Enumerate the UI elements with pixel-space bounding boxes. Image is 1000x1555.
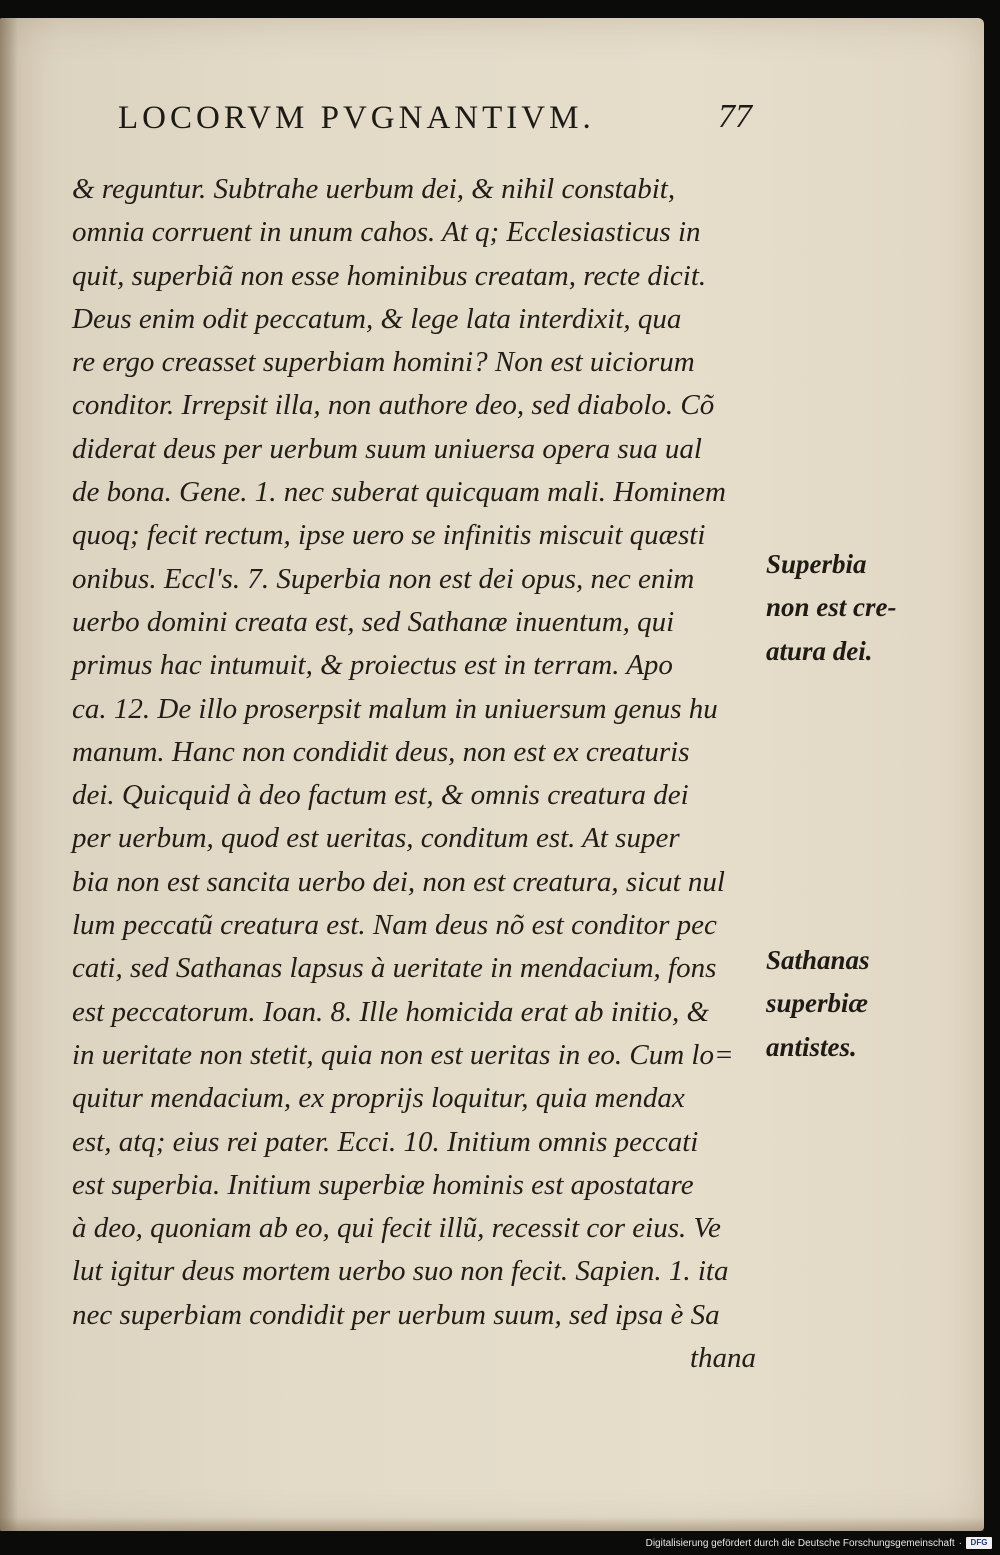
digitization-credit bbox=[646, 1535, 992, 1551]
body-text bbox=[72, 168, 772, 1380]
catchword: thana bbox=[689, 1342, 756, 1375]
text-line: bia non est sancita uerbo dei, non est creatura, sicut nul bbox=[72, 865, 725, 898]
text-line: onibus. Eccl's. 7. Superbia non est dei opus, nec enim bbox=[72, 562, 695, 595]
text-line: est peccatorum. Ioan. 8. Ille homicida erat ab initio, & bbox=[72, 995, 710, 1028]
text-line: omnia corruent in unum cahos. At q; Ecclesiasticus in bbox=[72, 216, 701, 249]
text-line: re ergo creasset superbiam homini? Non est uiciorum bbox=[72, 346, 695, 379]
margin-note-line: atura dei. bbox=[766, 635, 873, 666]
text-line: in ueritate non stetit, quia non est ueritas in eo. Cum lo= bbox=[72, 1038, 734, 1071]
text-line: est superbia. Initium superbiæ hominis est apostatare bbox=[72, 1168, 694, 1201]
text-line: quoq; fecit rectum, ipse uero se infinitis miscuit quæsti bbox=[72, 519, 706, 552]
text-line: quit, superbiã non esse hominibus creatam, recte dicit. bbox=[72, 259, 707, 292]
margin-note-line: non est cre- bbox=[766, 592, 897, 623]
dfg-logo-icon: DFG bbox=[966, 1537, 992, 1549]
text-line: ca. 12. De illo proserpsit malum in uniuersum genus hu bbox=[72, 692, 718, 725]
text-line: lut igitur deus mortem uerbo suo non fecit. Sapien. 1. ita bbox=[72, 1255, 729, 1288]
text-line: Deus enim odit peccatum, & lege lata interdixit, qua bbox=[72, 302, 682, 335]
text-line: nec superbiam condidit per uerbum suum, sed ipsa è Sa bbox=[72, 1298, 720, 1331]
text-line: de bona. Gene. 1. nec suberat quicquam mali. Hominem bbox=[72, 476, 726, 509]
text-line: lum peccatũ creatura est. Nam deus nõ est conditor pec bbox=[72, 909, 717, 942]
margin-note-line: Sathanas bbox=[766, 945, 870, 975]
separator: · bbox=[958, 1537, 962, 1549]
text-line: cati, sed Sathanas lapsus à ueritate in mendacium, fons bbox=[72, 952, 717, 985]
margin-note-line: antistes. bbox=[766, 1031, 857, 1062]
text-line: manum. Hanc non condidit deus, non est ex creaturis bbox=[72, 735, 690, 768]
page-edge bbox=[0, 1517, 984, 1531]
margin-note bbox=[766, 939, 916, 1069]
text-line: & reguntur. Subtrahe uerbum dei, & nihil constabit, bbox=[72, 173, 676, 205]
margin-note bbox=[766, 543, 916, 673]
credit-text: Digitalisierung gefördert durch die Deutsche Forschungsgemeinschaft bbox=[645, 1537, 955, 1549]
text-line: diderat deus per uerbum suum uniuersa opera sua ual bbox=[72, 432, 702, 465]
text-line: per uerbum, quod est ueritas, conditum est. At super bbox=[72, 822, 680, 855]
text-line: uerbo domini creata est, sed Sathanæ inuentum, qui bbox=[72, 605, 675, 638]
page-number: 77 bbox=[718, 98, 752, 135]
margin-note-line: Superbia bbox=[766, 549, 867, 579]
text-line: quitur mendacium, ex proprijs loquitur, quia mendax bbox=[72, 1082, 685, 1115]
spine-shadow bbox=[0, 18, 18, 1531]
text-line: est, atq; eius rei pater. Ecci. 10. Initium omnis peccati bbox=[72, 1125, 699, 1158]
running-head: LOCORVM PVGNANTIVM. bbox=[118, 100, 595, 136]
margin-note-line: superbiæ bbox=[766, 988, 869, 1019]
text-line: à deo, quoniam ab eo, qui fecit illũ, recessit cor eius. Ve bbox=[72, 1212, 721, 1245]
text-line: dei. Quicquid à deo factum est, & omnis creatura dei bbox=[72, 779, 689, 812]
book-page bbox=[0, 18, 984, 1531]
text-line: primus hac intumuit, & proiectus est in terram. Apo bbox=[72, 649, 673, 682]
text-line: conditor. Irrepsit illa, non authore deo, sed diabolo. Cõ bbox=[72, 389, 715, 422]
